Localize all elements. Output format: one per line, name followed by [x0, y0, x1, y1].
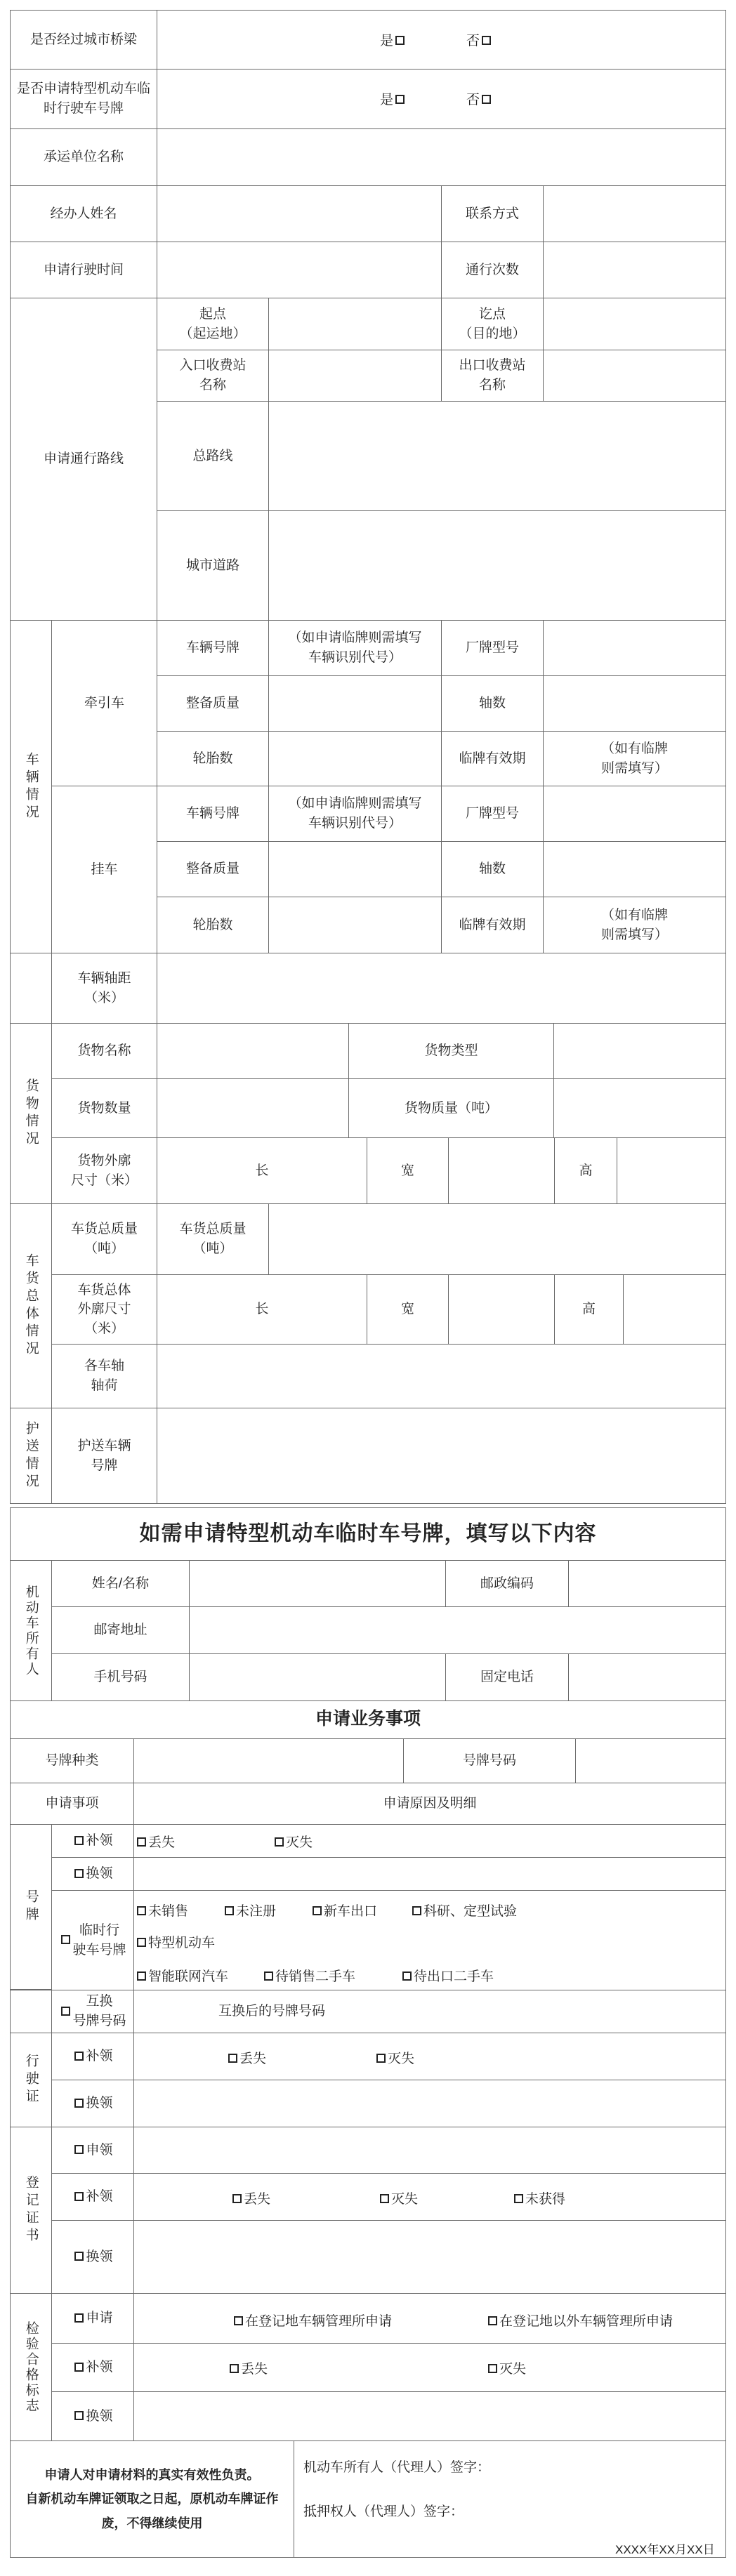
wheelbase-label: 车辆轴距 （米）: [51, 953, 157, 1024]
escort-plate-field[interactable]: [157, 1408, 726, 1504]
bridge-yes[interactable]: [380, 30, 407, 49]
license-lost-checkbox[interactable]: [228, 2054, 237, 2063]
reg-replace-checkbox[interactable]: [74, 2252, 84, 2261]
cargo-name-field[interactable]: [157, 1023, 349, 1079]
cargo-qty-field[interactable]: [157, 1078, 349, 1138]
trips-field[interactable]: [543, 242, 726, 298]
reg-not-obtained-label: 未获得: [525, 2192, 566, 2207]
license-reissue[interactable]: [51, 2033, 134, 2080]
tractor-temp-field[interactable]: （如有临牌 则需填写）: [543, 731, 726, 786]
opt-export-new-checkbox[interactable]: [313, 1906, 322, 1915]
bridge-no-checkbox[interactable]: [482, 36, 491, 45]
license-label: 行驶证: [10, 2033, 52, 2127]
plate-type-field[interactable]: [133, 1738, 404, 1783]
postcode-field[interactable]: [568, 1560, 726, 1607]
total-height-field[interactable]: [623, 1274, 726, 1345]
agent-label: 经办人姓名: [10, 185, 157, 242]
time-label: 申请行驶时间: [10, 242, 157, 298]
reg-destroyed[interactable]: [378, 2188, 418, 2207]
insp-replace-field: [133, 2391, 726, 2441]
insp-replace[interactable]: [51, 2391, 134, 2441]
plates-replace[interactable]: [51, 1857, 134, 1891]
insp-lost[interactable]: [228, 2358, 268, 2377]
cargo-mass-label: 货物质量（吨）: [348, 1078, 554, 1138]
application-form: [10, 10, 726, 2566]
phone-label: 固定电话: [445, 1653, 569, 1701]
tractor-tires-label: 轮胎数: [157, 731, 269, 786]
plates-swap-spacer: [10, 1990, 52, 2033]
plates-swap-after: 互换后的号牌号码: [133, 1990, 726, 2033]
insp-replace-label: 换领: [86, 2408, 113, 2424]
insp-apply-label: 申请: [86, 2311, 113, 2326]
insp-reissue-label: 补领: [86, 2360, 113, 2375]
trailer-plate-label: 车辆号牌: [157, 786, 269, 842]
reg-apply[interactable]: [51, 2127, 134, 2174]
cargo-qty-label: 货物数量: [51, 1078, 157, 1138]
insp-at-reg-label: 在登记地车辆管理所申请: [245, 2314, 393, 2329]
plates-replace-field: [133, 1857, 726, 1891]
total-gross-label: 车货总质量 （吨）: [51, 1203, 157, 1275]
tractor-tires-field[interactable]: [268, 731, 442, 786]
agent-field[interactable]: [157, 185, 442, 242]
opt-smart-checkbox[interactable]: [137, 1971, 146, 1981]
license-replace-checkbox[interactable]: [74, 2099, 84, 2108]
license-destroyed[interactable]: [374, 2048, 414, 2067]
insp-reissue-checkbox[interactable]: [74, 2363, 84, 2372]
reg-not-obtained-checkbox[interactable]: [514, 2194, 523, 2203]
tractor-model-label: 厂牌型号: [441, 620, 544, 676]
plates-temp-label: 临时行 驶车号牌: [72, 1922, 126, 1957]
declaration: 申请人对申请材料的真实有效性负责。 自新机动车牌证领取之日起，原机动车牌证作废，不得继续使用: [10, 2440, 294, 2558]
bridge-label: 是否经过城市桥梁: [10, 10, 157, 70]
opt-unsold-checkbox[interactable]: [137, 1906, 146, 1915]
carrier-label: 承运单位名称: [10, 128, 157, 186]
cargo-type-field[interactable]: [553, 1023, 726, 1079]
trailer-curb-label: 整备质量: [157, 841, 269, 897]
cargo-height-field[interactable]: [617, 1137, 726, 1204]
plates-lost-label: 丢失: [148, 1835, 176, 1850]
opt-used-sale-label: 待销售二手车: [275, 1969, 356, 1984]
license-lost[interactable]: [226, 2048, 266, 2067]
insp-apply[interactable]: [51, 2293, 134, 2344]
plate-no-field[interactable]: [575, 1738, 726, 1783]
mobile-field[interactable]: [189, 1653, 446, 1701]
plates-lost[interactable]: [135, 1832, 175, 1851]
route-end-label: 讫点 （目的地）: [441, 298, 544, 350]
opt-research[interactable]: [410, 1901, 517, 1920]
license-reissue-options: [133, 2033, 726, 2080]
business-title: 申请业务事项: [10, 1700, 726, 1739]
opt-export-new[interactable]: [310, 1901, 377, 1920]
insp-outside[interactable]: [486, 2311, 673, 2330]
bridge-yes-checkbox[interactable]: [395, 36, 405, 45]
date-label: XXXX年XX月XX日: [615, 2543, 715, 2556]
plates-replace-checkbox[interactable]: [74, 1869, 84, 1878]
total-dims-label: 车货总体 外廓尺寸 （米）: [51, 1274, 157, 1345]
opt-export-new-label: 新车出口: [324, 1904, 378, 1919]
tractor-plate-label: 车辆号牌: [157, 620, 269, 676]
opt-used-sale-checkbox[interactable]: [264, 1971, 273, 1981]
license-replace[interactable]: [51, 2080, 134, 2127]
insp-destroyed-checkbox[interactable]: [488, 2364, 497, 2373]
contact-label: 联系方式: [441, 185, 544, 242]
opt-unsold-label: 未销售: [148, 1904, 189, 1919]
tractor-model-field[interactable]: [543, 620, 726, 676]
plate-apply-yes-checkbox[interactable]: [395, 95, 405, 104]
opt-unsold[interactable]: [135, 1901, 188, 1920]
insp-reissue[interactable]: [51, 2343, 134, 2392]
tractor-curb-field[interactable]: [268, 675, 442, 732]
insp-outside-checkbox[interactable]: [488, 2316, 497, 2325]
reg-apply-field: [133, 2127, 726, 2174]
opt-used-sale[interactable]: [262, 1966, 355, 1985]
license-replace-field: [133, 2080, 726, 2127]
trailer-temp-label: 临牌有效期: [441, 897, 544, 953]
plates-label: 号牌: [10, 1824, 52, 1990]
plates-reissue-checkbox[interactable]: [74, 1836, 84, 1845]
address-field[interactable]: [189, 1606, 726, 1654]
bridge-no-label: 否: [466, 34, 480, 48]
item-label: 申请事项: [10, 1783, 134, 1825]
reg-lost[interactable]: [230, 2188, 270, 2207]
reg-reissue[interactable]: [51, 2173, 134, 2221]
total-width-field[interactable]: [448, 1274, 555, 1345]
owner-sign[interactable]: 机动车所有人（代理人）签字：: [303, 2460, 491, 2475]
trailer-tires-field[interactable]: [268, 897, 442, 953]
trailer-model-label: 厂牌型号: [441, 786, 544, 842]
plate-apply-yes-label: 是: [380, 93, 394, 107]
plates-swap-label: 互换 号牌号码: [72, 1994, 126, 2028]
trailer-plate-field[interactable]: （如申请临牌则需填写 车辆识别代号）: [268, 786, 442, 842]
tractor-axles-label: 轴数: [441, 675, 544, 732]
vehicle-label: 车辆情况: [10, 620, 52, 953]
tractor-plate-field[interactable]: （如申请临牌则需填写 车辆识别代号）: [268, 620, 442, 676]
insp-lost-label: 丢失: [241, 2362, 268, 2377]
opt-unregistered[interactable]: [223, 1901, 276, 1920]
plate-apply-no[interactable]: [466, 89, 493, 108]
insp-reissue-options: [133, 2343, 726, 2392]
cargo-mass-field[interactable]: [553, 1078, 726, 1138]
plate-no-label: 号牌号码: [403, 1738, 576, 1783]
license-lost-label: 丢失: [239, 2052, 267, 2066]
opt-used-export[interactable]: [400, 1966, 494, 1985]
cargo-width-field[interactable]: [448, 1137, 555, 1204]
route-city-field[interactable]: [268, 510, 726, 621]
plates-replace-label: 换领: [86, 1866, 113, 1882]
bridge-no[interactable]: [466, 30, 493, 49]
opt-research-label: 科研、定型试验: [423, 1904, 518, 1919]
insp-at-reg-checkbox[interactable]: [234, 2316, 243, 2325]
cargo-height-label: 高: [554, 1137, 617, 1204]
license-destroyed-label: 灭失: [388, 2052, 415, 2066]
route-overall-field[interactable]: [268, 401, 726, 511]
reg-replace-label: 换领: [86, 2249, 113, 2264]
plates-destroyed-checkbox[interactable]: [275, 1837, 284, 1847]
tractor-axles-field[interactable]: [543, 675, 726, 732]
route-end-field[interactable]: [543, 298, 726, 350]
route-city-label: 城市道路: [157, 510, 269, 621]
plate-type-label: 号牌种类: [10, 1738, 134, 1783]
reg-apply-label: 申领: [86, 2142, 113, 2158]
plates-destroyed[interactable]: [272, 1832, 313, 1851]
reason-label: 申请原因及明细: [133, 1783, 726, 1825]
plate-apply-label: 是否申请特型机动车临时行驶车号牌: [10, 69, 157, 129]
route-label: 申请通行路线: [10, 298, 157, 621]
total-mass-field[interactable]: [268, 1203, 726, 1275]
route-entry-field[interactable]: [268, 350, 442, 402]
bridge-options: [157, 10, 726, 70]
total-length-label: 长: [157, 1274, 367, 1345]
bridge-yes-label: 是: [380, 34, 394, 48]
inspection-label: 检验合格标志: [10, 2293, 52, 2441]
phone-field[interactable]: [568, 1653, 726, 1701]
route-entry-label: 入口收费站 名称: [157, 350, 269, 402]
insp-at-reg[interactable]: [232, 2311, 392, 2330]
total-height-label: 高: [554, 1274, 624, 1345]
reg-lost-label: 丢失: [244, 2192, 271, 2207]
trailer-temp-field[interactable]: （如有临牌 则需填写）: [543, 897, 726, 953]
trailer-model-field[interactable]: [543, 786, 726, 842]
reg-reissue-label: 补领: [86, 2189, 113, 2205]
pledge-sign[interactable]: 抵押权人（代理人）签字：: [303, 2504, 464, 2519]
plates-reissue-options: [133, 1824, 726, 1858]
postcode-label: 邮政编码: [445, 1560, 569, 1607]
opt-smart[interactable]: [135, 1966, 228, 1985]
section2-title: 如需申请特型机动车临时车号牌，填写以下内容: [10, 1507, 726, 1561]
plates-temp-checkbox[interactable]: [61, 1935, 70, 1944]
insp-lost-checkbox[interactable]: [230, 2364, 239, 2373]
owner-name-field[interactable]: [189, 1560, 446, 1607]
cargo-dims-label: 货物外廓 尺寸（米）: [51, 1137, 157, 1204]
license-reissue-checkbox[interactable]: [74, 2052, 84, 2061]
escort-label: 护送情况: [10, 1408, 52, 1504]
reg-not-obtained[interactable]: [512, 2188, 565, 2207]
route-start-label: 起点 （起运地）: [157, 298, 269, 350]
axle-load-field[interactable]: [157, 1344, 726, 1408]
opt-unregistered-label: 未注册: [236, 1904, 277, 1919]
reg-destroyed-label: 灭失: [391, 2192, 419, 2207]
cargo-width-label: 宽: [367, 1137, 449, 1204]
contact-field[interactable]: [543, 185, 726, 242]
tractor-temp-label: 临牌有效期: [441, 731, 544, 786]
total-label: 车货总体情况: [10, 1203, 52, 1408]
cargo-length-label: 长: [157, 1137, 367, 1204]
plates-reissue-label: 补领: [86, 1833, 113, 1849]
plate-apply-options: [157, 69, 726, 129]
trailer-axles-label: 轴数: [441, 841, 544, 897]
opt-special[interactable]: [135, 1932, 215, 1951]
reg-lost-checkbox[interactable]: [232, 2194, 242, 2203]
tractor-curb-label: 整备质量: [157, 675, 269, 732]
cargo-label: 货物情况: [10, 1023, 52, 1204]
wheelbase-field[interactable]: [157, 953, 726, 1024]
reg-destroyed-checkbox[interactable]: [380, 2194, 389, 2203]
plates-reissue[interactable]: [51, 1824, 134, 1858]
route-overall-label: 总路线: [157, 401, 269, 511]
insp-apply-checkbox[interactable]: [74, 2313, 84, 2323]
opt-special-checkbox[interactable]: [137, 1938, 146, 1947]
opt-special-label: 特型机动车: [148, 1936, 216, 1950]
insp-replace-checkbox[interactable]: [74, 2411, 84, 2420]
tractor-label: 牵引车: [51, 620, 157, 786]
route-start-field[interactable]: [268, 298, 442, 350]
plate-apply-no-checkbox[interactable]: [482, 95, 491, 104]
opt-unregistered-checkbox[interactable]: [225, 1906, 234, 1915]
opt-research-checkbox[interactable]: [412, 1906, 421, 1915]
license-reissue-label: 补领: [86, 2049, 113, 2064]
license-replace-label: 换领: [86, 2096, 113, 2111]
owner-label: 机动车所有人: [10, 1560, 52, 1701]
reg-replace-field: [133, 2220, 726, 2294]
plates-lost-checkbox[interactable]: [137, 1837, 146, 1847]
reg-reissue-checkbox[interactable]: [74, 2192, 84, 2201]
reg-label: 登记证书: [10, 2127, 52, 2294]
plate-apply-no-label: 否: [466, 93, 480, 107]
total-cargo-mass-label: 车货总质量 （吨）: [157, 1203, 269, 1275]
total-width-label: 宽: [367, 1274, 449, 1345]
reg-apply-checkbox[interactable]: [74, 2145, 84, 2154]
license-destroyed-checkbox[interactable]: [376, 2054, 386, 2063]
opt-smart-label: 智能联网汽车: [148, 1969, 229, 1984]
cargo-name-label: 货物名称: [51, 1023, 157, 1079]
trailer-curb-field[interactable]: [268, 841, 442, 897]
axle-load-label: 各车轴 轴荷: [51, 1344, 157, 1408]
plates-temp[interactable]: [51, 1890, 134, 1990]
insp-destroyed-label: 灭失: [499, 2362, 527, 2377]
trailer-tires-label: 轮胎数: [157, 897, 269, 953]
route-exit-field[interactable]: [543, 350, 726, 402]
time-field[interactable]: [157, 242, 442, 298]
carrier-field[interactable]: [157, 128, 726, 186]
trailer-label: 挂车: [51, 786, 157, 953]
owner-name-label: 姓名/名称: [51, 1560, 190, 1607]
plate-apply-yes[interactable]: [380, 89, 407, 108]
plates-swap-checkbox[interactable]: [61, 2007, 70, 2016]
mobile-label: 手机号码: [51, 1653, 190, 1701]
reg-replace[interactable]: [51, 2220, 134, 2294]
reg-reissue-options: [133, 2173, 726, 2221]
plates-destroyed-label: 灭失: [286, 1835, 313, 1850]
opt-used-export-label: 待出口二手车: [414, 1969, 494, 1984]
insp-outside-label: 在登记地以外车辆管理所申请: [499, 2314, 673, 2329]
cargo-type-label: 货物类型: [348, 1023, 554, 1079]
wheelbase-spacer: [10, 953, 52, 1024]
route-exit-label: 出口收费站 名称: [441, 350, 544, 402]
opt-used-export-checkbox[interactable]: [402, 1971, 412, 1981]
plates-swap[interactable]: [51, 1990, 134, 2033]
insp-destroyed[interactable]: [486, 2358, 526, 2377]
trips-label: 通行次数: [441, 242, 544, 298]
address-label: 邮寄地址: [51, 1606, 190, 1654]
trailer-axles-field[interactable]: [543, 841, 726, 897]
escort-plate-label: 护送车辆 号牌: [51, 1408, 157, 1504]
